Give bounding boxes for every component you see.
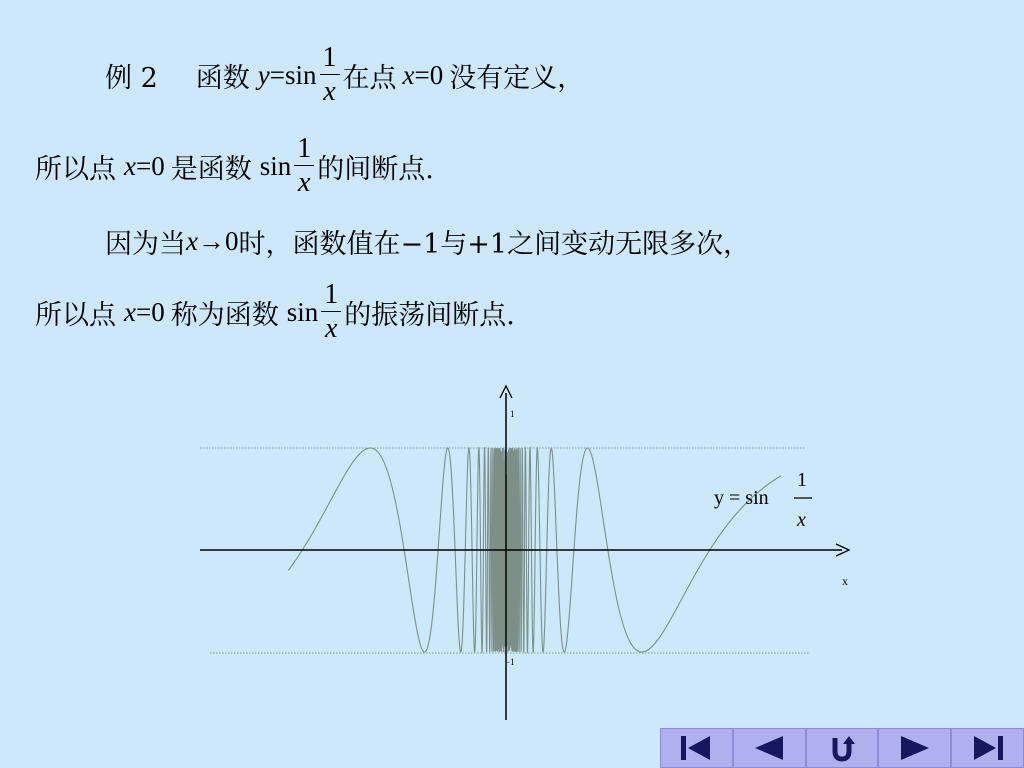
eq-zero: =0 xyxy=(135,150,165,181)
next-icon xyxy=(898,735,932,761)
x-axis-label: x xyxy=(842,574,848,588)
frac-denominator: x xyxy=(298,167,311,198)
last-icon xyxy=(971,735,1005,761)
var-y: y xyxy=(257,59,270,90)
example-label: 例 2 xyxy=(105,62,158,94)
var-x: x xyxy=(186,225,198,256)
words-because: 因为当 xyxy=(105,228,186,260)
return-button[interactable] xyxy=(806,728,879,768)
y-tick-top: 1 xyxy=(510,409,515,419)
last-slide-button[interactable] xyxy=(951,728,1024,768)
legend-denominator: x xyxy=(797,509,806,531)
legend-lhs: y = sin xyxy=(714,487,769,509)
return-icon xyxy=(825,734,859,762)
frac-denominator: x xyxy=(325,313,338,344)
words-is-function: 是函数 xyxy=(170,153,252,185)
words-so-point: 所以点 xyxy=(35,299,116,331)
next-slide-button[interactable] xyxy=(878,728,951,768)
var-x: x xyxy=(402,59,415,90)
first-icon xyxy=(679,735,713,761)
first-slide-button[interactable] xyxy=(660,728,733,768)
words-oscillation-discontinuity: 的振荡间断点. xyxy=(344,299,515,331)
words-called-function: 称为函数 xyxy=(170,299,279,331)
legend-numerator: 1 xyxy=(797,469,807,491)
slide-nav-bar xyxy=(660,728,1024,768)
words-discontinuity: 的间断点. xyxy=(317,153,434,185)
arrow-to-zero: →0 xyxy=(197,225,239,256)
eq-zero: =0 xyxy=(135,296,165,327)
prev-icon xyxy=(752,735,786,761)
frac-denominator: x xyxy=(323,76,336,107)
prev-slide-button[interactable] xyxy=(733,728,806,768)
frac-numerator: 1 xyxy=(322,42,337,73)
var-x: x xyxy=(124,296,136,327)
frac-numerator: 1 xyxy=(324,279,339,310)
y-tick-bottom: −1 xyxy=(505,657,515,667)
curve-legend xyxy=(714,469,812,531)
words-oscillates: 时，函数值在−1与+1之间变动无限多次， xyxy=(238,228,751,260)
words-function: 函数 xyxy=(195,62,250,94)
sin-word: sin xyxy=(259,150,292,181)
words-undefined: 没有定义， xyxy=(449,62,585,94)
var-x: x xyxy=(124,150,136,181)
eq-zero: =0 xyxy=(414,59,444,90)
words-at-point: 在点 xyxy=(342,62,397,94)
words-so-point: 所以点 xyxy=(35,153,116,185)
sin-word: sin xyxy=(286,296,319,327)
frac-numerator: 1 xyxy=(297,133,312,164)
eq-sin: =sin xyxy=(269,59,317,90)
